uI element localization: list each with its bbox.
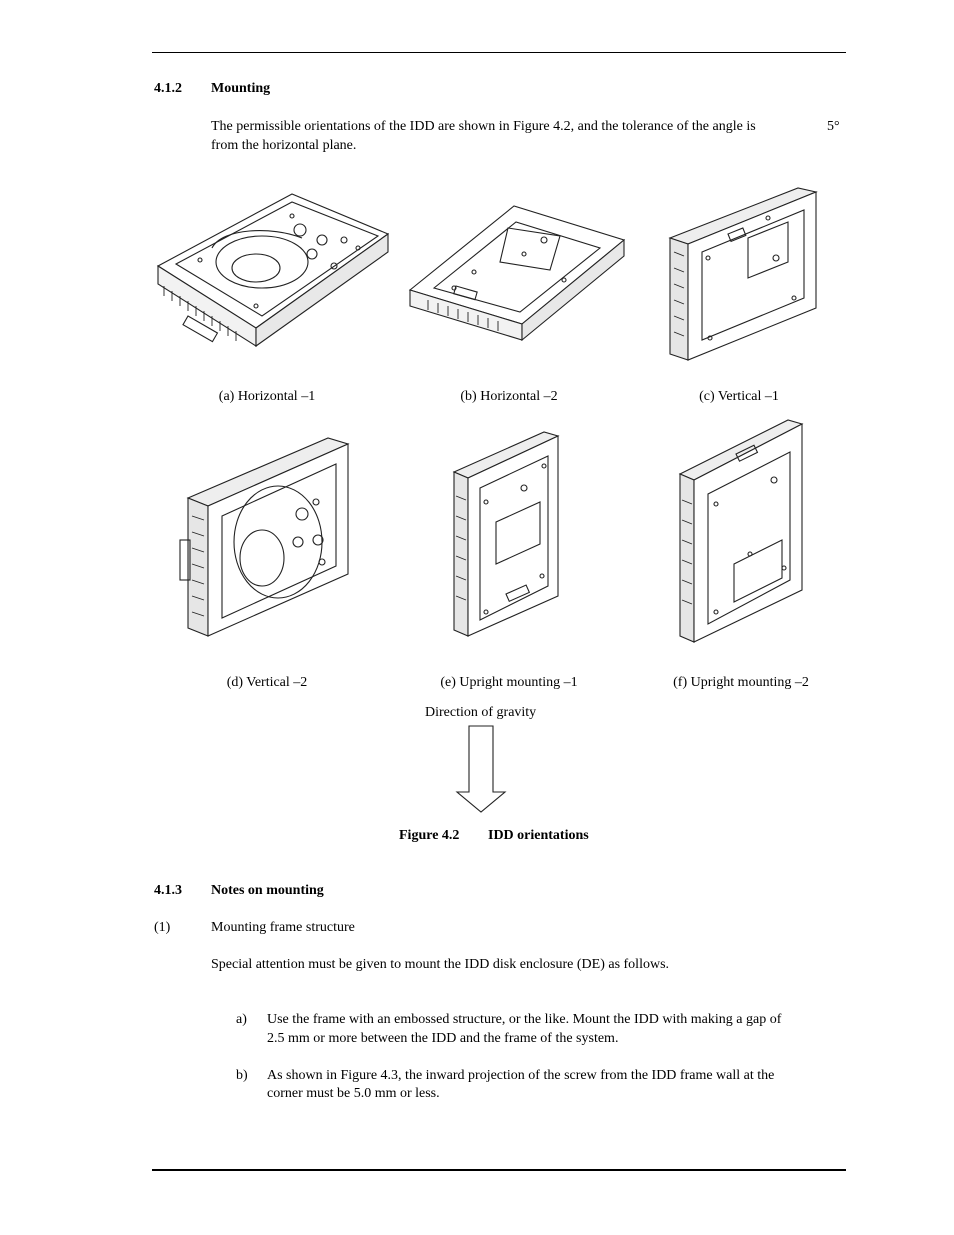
list-marker: b) <box>236 1068 248 1083</box>
mounting-paragraph-line2: from the horizontal plane. <box>211 138 357 153</box>
list-item-text: 2.5 mm or more between the IDD and the frame of the system. <box>267 1031 619 1046</box>
section-number: 4.1.3 <box>154 883 182 898</box>
drive-upright-2-image <box>670 414 815 649</box>
drive-horizontal-2-image <box>404 192 629 347</box>
caption-d: (d) Vertical –2 <box>226 675 308 690</box>
list-item-text: corner must be 5.0 mm or less. <box>267 1086 440 1101</box>
caption-e: (e) Upright mounting –1 <box>440 675 578 690</box>
mounting-text: The permissible orientations of the IDD are shown in Figure 4.2, and the tolerance of the angle is <box>211 119 756 134</box>
figure-title: IDD orientations <box>488 828 589 843</box>
figure-number: Figure 4.2 <box>399 828 460 843</box>
caption-a: (a) Horizontal –1 <box>218 389 316 404</box>
list-marker: a) <box>236 1012 247 1027</box>
caption-b: (b) Horizontal –2 <box>460 389 558 404</box>
caption-c: (c) Vertical –1 <box>699 389 779 404</box>
drive-vertical-2-image <box>166 432 366 642</box>
item-number: (1) <box>154 920 171 935</box>
drive-horizontal-1-image <box>152 188 392 353</box>
list-item-text: Use the frame with an embossed structure, or the like. Mount the IDD with making a gap of <box>267 1012 782 1027</box>
gravity-arrow-icon <box>452 724 508 814</box>
item-title: Mounting frame structure <box>211 920 355 935</box>
section-number: 4.1.2 <box>154 81 182 96</box>
section-title: Mounting <box>211 81 271 96</box>
gravity-label: Direction of gravity <box>425 705 537 720</box>
caption-f: (f) Upright mounting –2 <box>673 675 809 690</box>
drive-upright-1-image <box>446 426 576 646</box>
drive-vertical-1-image <box>648 178 833 368</box>
footer-rule <box>152 1169 846 1171</box>
mounting-paragraph-line1 <box>211 117 756 136</box>
list-item-text: As shown in Figure 4.3, the inward projection of the screw from the IDD frame wall at the <box>267 1068 775 1083</box>
section-title: Notes on mounting <box>211 883 324 898</box>
header-rule <box>152 52 846 53</box>
tolerance-value: 5° <box>827 119 840 134</box>
attention-paragraph: Special attention must be given to mount the IDD disk enclosure (DE) as follows. <box>211 957 670 972</box>
